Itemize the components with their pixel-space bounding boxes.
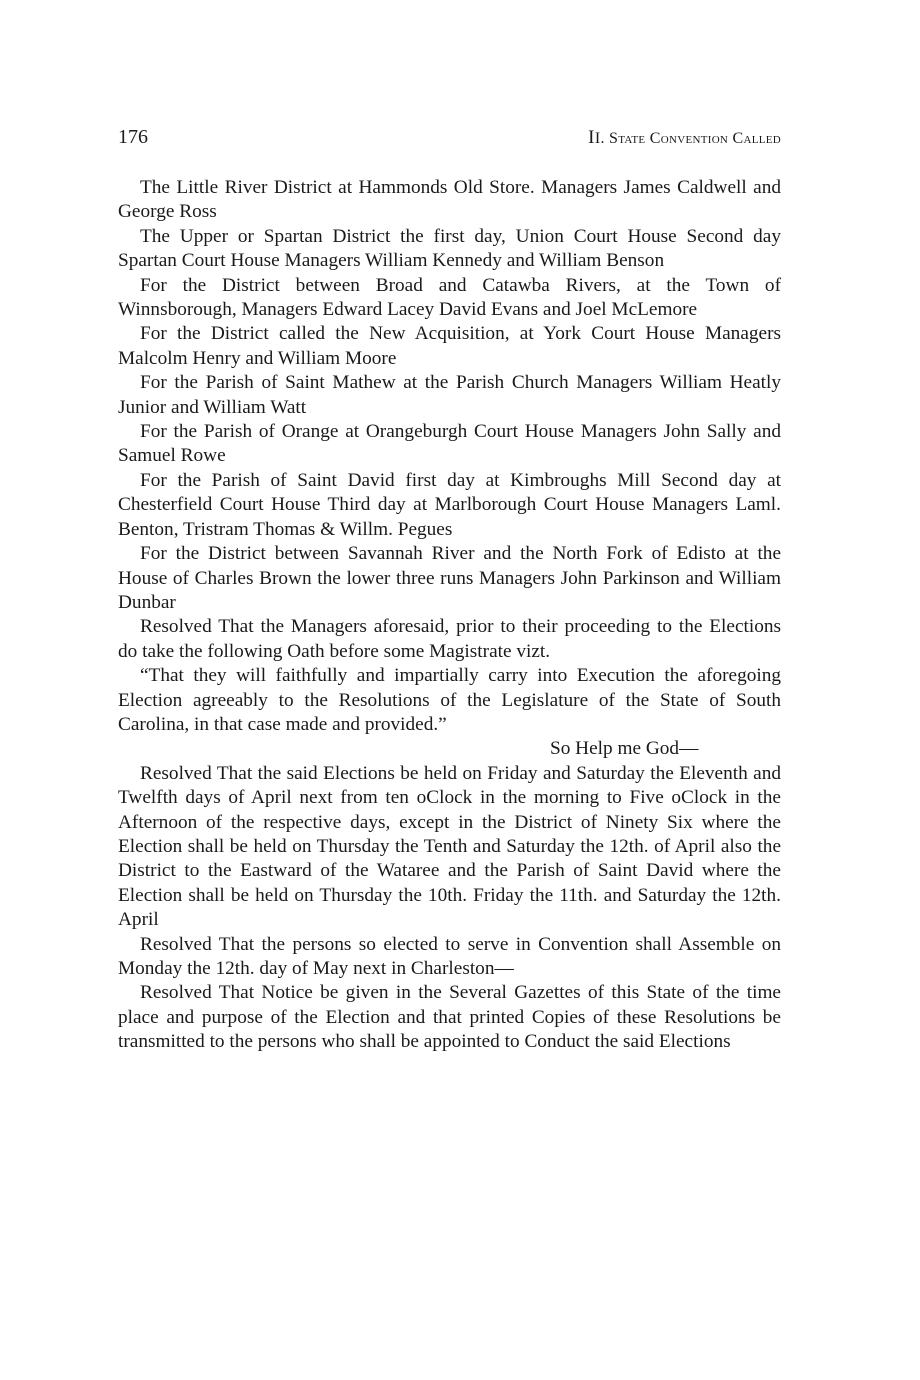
paragraph-oath-text: “That they will faithfully and impartially carry into Execution the aforegoing Election agreeably to the Resolutions of the Legislature of the State of South Carolina, in that case made and provided.”	[118, 665, 781, 735]
oath-closing: So Help me God—	[550, 738, 699, 760]
paragraph-saint-mathew: For the Parish of Saint Mathew at the Parish Church Managers William Heatly Junior and William Watt	[118, 372, 781, 418]
page-header	[118, 126, 781, 162]
paragraph-resolved-elections: Resolved That the said Elections be held on Friday and Saturday the Eleventh and Twelfth days of April next from ten oClock in the morning to Five oClock in the Afternoon of the respective days, except in the District of Ninety Six where the Election shall be held on Thursday the Tenth and Saturday the 12th. of April also the District to the Eastward of the Wataree and the Parish of Saint David where the Election shall be held on Thursday the 10th. Friday the 11th. and Saturday the 12th. April	[118, 762, 781, 931]
paragraph-saint-david: For the Parish of Saint David first day at Kimbroughs Mill Second day at Chesterfield Court House Third day at Marlborough Court House Managers Laml. Benton, Tristram Thomas & Willm. Pegues	[118, 469, 781, 540]
paragraph-resolved-notice: Resolved That Notice be given in the Several Gazettes of this State of the time place and purpose of the Election and that printed Copies of these Resolutions be transmitted to the persons who shall be appointed to Conduct the said Elections	[118, 982, 781, 1053]
paragraph-new-acquisition: For the District called the New Acquisition, at York Court House Managers Malcolm Henry and William Moore	[118, 323, 781, 369]
running-head: II. State Convention Called	[588, 127, 781, 148]
paragraph-orange: For the Parish of Orange at Orangeburgh Court House Managers John Sally and Samuel Rowe	[118, 421, 781, 467]
paragraph-spartan-district: The Upper or Spartan District the first day, Union Court House Second day Spartan Court House Managers William Kennedy and William Benson	[118, 225, 781, 272]
page-number: 176	[118, 126, 148, 148]
paragraph-resolved-oath: Resolved That the Managers aforesaid, prior to their proceeding to the Elections do take the following Oath before some Magistrate vizt.	[118, 616, 781, 662]
paragraph-savannah-edisto: For the District between Savannah River and the North Fork of Edisto at the House of Charles Brown the lower three runs Managers John Parkinson and William Dunbar	[118, 543, 781, 613]
document-page	[118, 126, 781, 1055]
body-text	[118, 176, 781, 1055]
paragraph-broad-catawba: For the District between Broad and Catawba Rivers, at the Town of Winnsborough, Managers Edward Lacey David Evans and Joel McLemore	[118, 274, 781, 321]
paragraph-little-river: The Little River District at Hammonds Old Store. Managers James Caldwell and George Ross	[118, 177, 781, 223]
paragraph-resolved-assemble: Resolved That the persons so elected to serve in Convention shall Assemble on Monday the 12th. day of May next in Charleston—	[118, 933, 781, 979]
